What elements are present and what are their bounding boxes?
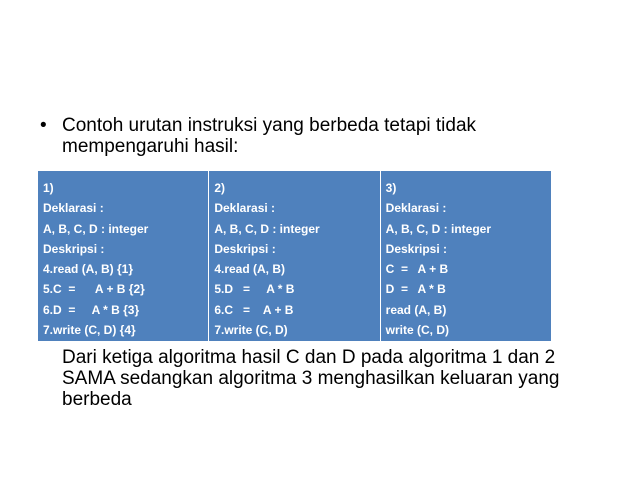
algorithm-line: 4.read (A, B) {1}	[43, 262, 134, 277]
algorithm-line: 5.C = A + B {2}	[43, 282, 145, 297]
algorithm-line: 7.write (C, D)	[214, 323, 288, 338]
algorithm-line: read (A, B)	[385, 302, 447, 317]
algorithm-line: 1)	[43, 181, 54, 195]
algorithm-line: 3)	[385, 181, 397, 195]
algorithm-line: A, B, C, D : integer	[385, 221, 491, 236]
algorithm-line: write (C, D)	[385, 323, 449, 338]
algorithm-line: Deskripsi :	[385, 241, 448, 256]
algorithm-line: D = A * B	[385, 282, 446, 297]
algorithm-column-1	[38, 171, 208, 341]
algorithm-table	[37, 170, 552, 342]
algorithm-line: 6.D = A * B {3}	[43, 302, 140, 317]
algorithm-line: Deklarasi :	[43, 201, 104, 216]
bullet-text: Contoh urutan instruksi yang berbeda tetapi tidak mempengaruhi hasil:	[62, 115, 477, 157]
algorithm-line: Deklarasi :	[385, 201, 447, 216]
bullet-item	[40, 115, 610, 157]
conclusion-text: Dari ketiga algoritma hasil C dan D pada algoritma 1 dan 2 SAMA sedangkan algoritma 3 menghasilkan keluaran yang berbeda	[62, 347, 560, 410]
algorithm-line: C = A + B	[385, 262, 449, 277]
algorithm-line: Deskripsi :	[43, 241, 105, 256]
algorithm-line: 4.read (A, B)	[214, 262, 286, 277]
algorithm-line: 5.D = A * B	[214, 282, 295, 297]
algorithm-line: 2)	[214, 181, 225, 195]
algorithm-line: 7.write (C, D) {4}	[43, 323, 136, 338]
algorithm-line: 6.C = A + B	[214, 302, 294, 317]
algorithm-line: A, B, C, D : integer	[214, 221, 320, 236]
algorithm-line: Deskripsi :	[214, 241, 276, 256]
algorithm-column-3	[380, 171, 551, 341]
algorithm-column-2	[208, 171, 379, 341]
bullet-icon: •	[40, 115, 47, 136]
algorithm-line: A, B, C, D : integer	[43, 221, 149, 236]
algorithm-line: Deklarasi :	[214, 201, 276, 216]
